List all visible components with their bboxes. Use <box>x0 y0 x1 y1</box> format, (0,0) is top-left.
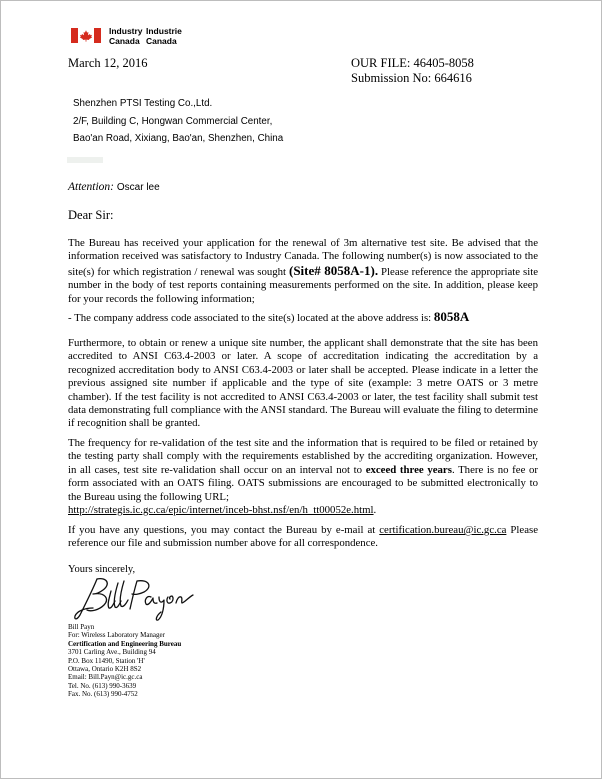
oats-submission-link[interactable]: http://strategis.ic.gc.ca/epic/internet/inceb-bhst.nsf/en/h_tt00052e.html <box>68 504 374 517</box>
paragraph-accreditation: Furthermore, to obtain or renew a unique site number, the applicant shall demonstrate that the site has been accredited to ANSI C63.4-2003 or later. A scope of accreditation indicating the accreditation by a recognized accreditation body to ANSI C63.4-2003 or later shall be accepted. Please indicate in a letter the previous assigned site number if applicable and the type of site (example: 3 metre OATS or 3 metre chamber). If the test facility is not accredited to ANSI C63.4-2003 or later, the test facility shall submit test data demonstrating full compliance with the ANSI standard. The Bureau will evaluate the filing to determine if recognition shall be granted. <box>68 337 538 430</box>
wordmark-en-line2: Canada <box>109 36 140 46</box>
p1-text-after: Please reference the appropriate site number in the body of test reports containing measurements performed on the site. In addition, please keep for your records the following information; <box>68 265 538 305</box>
signer-tel: Tel. No. (613) 990-3639 <box>68 681 137 690</box>
canada-flag-icon <box>71 28 101 43</box>
paragraph-address-code <box>68 310 538 325</box>
company-address-code: 8058A <box>433 309 470 324</box>
file-reference-block <box>351 56 474 86</box>
signer-address3: Ottawa, Ontario K2H 8S2 <box>68 665 142 674</box>
signer-email: Email: Bill.Payn@ic.gc.ca <box>68 673 143 682</box>
handwritten-signature <box>71 575 196 623</box>
p1-text-before: The Bureau has received your application for the renewal of 3m alternative test site. Be advised that the information received was satisfactory to Industry Canada. The following number(s) is now associated to the site(s) for which registration / renewal was sought <box>68 237 538 278</box>
p2-text: - The company address code associated to the site(s) located at the above address is: <box>68 312 434 324</box>
wordmark-en-line1: Industry <box>109 26 143 36</box>
p4-bold-interval: exceed three years <box>365 463 452 476</box>
p4-text-before: The frequency for re-validation of the test site and the information that is required to be filed or retained by the testing party shall comply with the requirements established by the accrediting organization. However, in all cases, test site re-validation shall occur on an interval not to <box>68 437 538 476</box>
signature-block <box>68 623 181 699</box>
paragraph-revalidation <box>68 437 538 517</box>
recipient-address <box>73 95 283 148</box>
p5-text-before: If you have any questions, you may contact the Bureau by e-mail at <box>68 524 380 536</box>
recipient-line3: Bao'an Road, Xixiang, Bao'an, Shenzhen, China <box>73 133 284 144</box>
submission-number: Submission No: 664616 <box>351 71 472 85</box>
industry-canada-wordmark <box>109 26 183 46</box>
salutation: Dear Sir: <box>68 208 114 222</box>
attention-line <box>68 181 160 193</box>
bureau-email-link[interactable]: certification.bureau@ic.gc.ca <box>379 524 507 536</box>
scan-smudge <box>67 157 103 163</box>
recipient-line2: 2/F, Building C, Hongwan Commercial Center, <box>73 115 273 127</box>
signer-organization: Certification and Engineering Bureau <box>68 639 182 648</box>
closing: Yours sincerely, <box>68 564 136 575</box>
recipient-line1: Shenzhen PTSI Testing Co.,Ltd. <box>73 98 213 109</box>
file-number: OUR FILE: 46405-8058 <box>351 56 474 70</box>
wordmark-fr-line1: Industrie <box>146 26 182 36</box>
wordmark-fr-line2: Canada <box>146 36 177 46</box>
p4-url-period: . <box>373 504 377 517</box>
signer-address1: 3701 Carling Ave., Building 94 <box>68 648 156 657</box>
paragraph-application-received <box>68 237 538 306</box>
signer-fax: Fax. No. (613) 990-4752 <box>68 690 138 699</box>
site-number: (Site# 8058A-1). <box>289 262 379 278</box>
letter-date: March 12, 2016 <box>68 56 148 70</box>
attention-name: Oscar lee <box>116 182 160 193</box>
attention-label: Attention: <box>68 181 114 193</box>
signer-address2: P.O. Box 11490, Station 'H' <box>68 656 145 665</box>
paragraph-contact <box>68 524 538 551</box>
p4-text-after: . There is no fee or form associated with an OATS filing. OATS submissions are encouraged to be submitted electronically to the Bureau using the following URL; <box>68 463 538 503</box>
signer-name: Bill Payn <box>68 623 95 631</box>
signer-title: For: Wireless Laboratory Manager <box>68 631 165 640</box>
p5-text-after: Please reference our file and submission number above for all correspondence. <box>68 524 538 550</box>
